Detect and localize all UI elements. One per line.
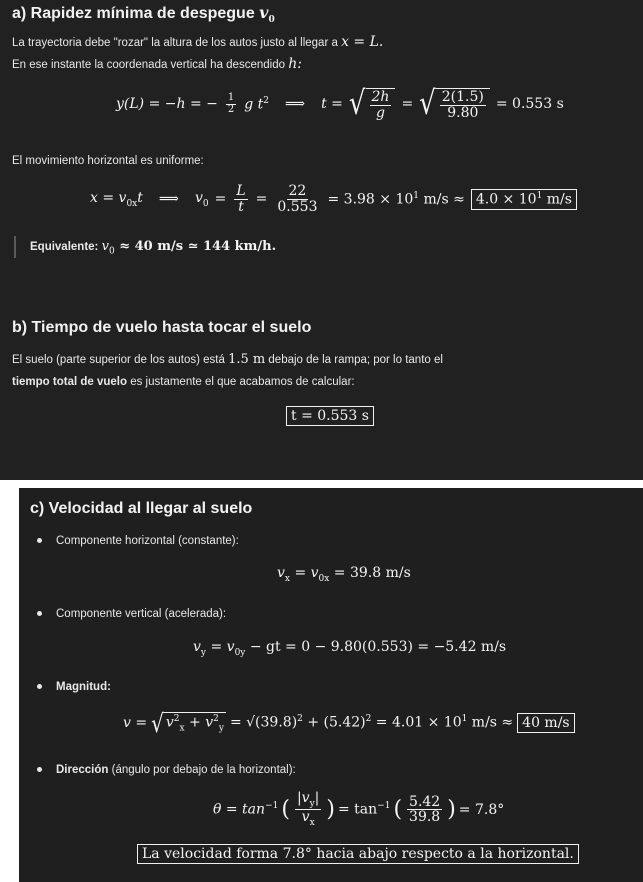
heading-part-a <box>12 3 275 25</box>
eq2-unit: m/s ≈ <box>419 191 465 208</box>
eq-mag-result: = 4.01 × 10 <box>371 715 462 732</box>
equation-time-of-flight: y(L) = −h = − $\frac{1}{2}$ g $t^2$ ⟹ t = √ $\frac{2h}{g}$ = √ $\frac{2(1.5)}{9.80}$ = 0.553 s <box>116 85 564 123</box>
paragraph-b-line1-a: El suelo (parte superior de los autos) está <box>12 354 229 366</box>
eq1-sqrt1-num: 2h <box>371 89 390 105</box>
heading-part-a-text: a) Rapidez mínima de despegue <box>12 5 260 22</box>
eq-dir-f1-den-sub: x <box>309 818 315 829</box>
eq1-eq: = <box>401 96 414 113</box>
blockquote-sub: 0 <box>108 246 115 257</box>
blockquote-equivalent <box>30 239 276 257</box>
eq-vx-v: v <box>277 565 285 581</box>
eq1-half-den: 2 <box>227 103 235 115</box>
eq1-result: = 0.553 s <box>495 96 564 113</box>
eq2-arrow: ⟹ <box>158 191 179 208</box>
equation-direction: $\theta = \tan^{-1}$ ( $\frac{|v_y|}{v_x}$ ) = $\tan^{-1}$ ( $\frac{5.42}{39.8}$ ) = 7.8° <box>213 790 505 829</box>
eq2-boxed-unit: m/s <box>542 191 572 208</box>
bullet-magnitude <box>37 681 111 693</box>
bullet-vertical <box>37 608 226 620</box>
eq1-t: t = <box>321 96 343 113</box>
paragraph-a-line1-text: La trayectoria debe "rozar" la altura de los autos justo al llegar a <box>12 37 342 49</box>
paragraph-a-line2 <box>12 56 302 72</box>
bullet-dot <box>37 767 42 772</box>
eq1-sq: 2 <box>263 95 270 106</box>
bullet-vertical-text: Componente vertical (acelerada): <box>56 608 227 620</box>
eq-mag-sq1: 2 <box>297 714 303 725</box>
eq1-half-num: 1 <box>227 92 235 104</box>
bullet-direction-bold: Dirección <box>56 764 109 776</box>
paragraph-b-line2 <box>12 376 355 388</box>
eq2-frac2-den: 0.553 <box>277 198 318 215</box>
paragraph-b-line2-rest: es justamente el que acabamos de calcular: <box>127 376 355 388</box>
equation-magnitude: v = √ $v^2_x + v^2_y$ = $√(39.8)^2 + (5.42)^2 = 4.01 \times 10^1$ m/s ≈ 40 m/s <box>123 712 575 733</box>
heading-part-a-sub: 0 <box>268 15 275 26</box>
eq-mag-vy: + v <box>184 714 214 731</box>
eq-mag-boxed: 40 m/s <box>517 713 574 733</box>
eq2-frac1-num: L <box>236 183 246 199</box>
eq-dir-f1-num: |v <box>296 790 310 806</box>
eq-dir-f1-den: v <box>301 809 310 826</box>
blockquote-math: v <box>101 239 109 254</box>
eq1-sqrt1-den: g <box>375 104 385 121</box>
eq1-mid: g t <box>244 96 264 113</box>
eq-vy-mid: = v <box>206 639 235 655</box>
paragraph-a-line1 <box>12 34 383 50</box>
eq1-arrow: ⟹ <box>285 96 306 113</box>
eq2-boxed-answer <box>471 189 577 210</box>
bullet-dot <box>37 611 42 616</box>
eq-mag-mid: = √(39.8) <box>229 715 298 732</box>
eq-dir-mid: = tan <box>337 802 378 819</box>
bullet-horizontal <box>37 535 239 547</box>
eq2-t: t <box>137 189 143 206</box>
eq-mag-sq2: 2 <box>365 714 372 725</box>
blockquote-label: Equivalente: <box>30 241 102 253</box>
eq-mag-exp: 1 <box>461 714 468 725</box>
eq1-sqrt2-num: 2(1.5) <box>441 89 484 105</box>
eq2-v0: v <box>194 189 203 206</box>
eq-vx-sub2: 0x <box>318 573 330 584</box>
eq-dir-inv2: −1 <box>377 801 391 812</box>
heading-part-b: b) Tiempo de vuelo hasta tocar el suelo <box>12 319 312 336</box>
equation-initial-speed <box>90 184 577 214</box>
eq-mag-unit: m/s ≈ <box>467 715 514 732</box>
eq2-left: x = v <box>90 189 127 206</box>
eq-dir-f1-num-sub: y <box>309 798 315 809</box>
blockquote-rest: ≈ 40 m/s ≃ 144 km/h. <box>114 239 277 254</box>
eq-vy-v: v <box>193 639 201 655</box>
eq2-sub: 0x <box>126 198 138 209</box>
paragraph-a-line3: El movimiento horizontal es uniforme: <box>12 155 204 167</box>
eq-dir-f2-den: 39.8 <box>409 809 441 826</box>
eq2-frac2-num: 22 <box>288 183 307 199</box>
heading-part-a-var: v <box>259 3 269 22</box>
paragraph-a-line1-math: x = L. <box>341 34 384 50</box>
paragraph-a-line2-math: h: <box>288 56 302 72</box>
eq-dir-left: θ = tan <box>213 802 266 819</box>
boxed-final-direction: La velocidad forma 7.8° hacia abajo respecto a la horizontal. <box>137 844 579 864</box>
eq-vy-end: − gt = 0 − 9.80(0.553) = −5.42 m/s <box>245 639 507 655</box>
eq2-v0-sub: 0 <box>202 198 209 209</box>
eq1-sqrt2-den: 9.80 <box>447 104 479 121</box>
eq2-frac1-den: t <box>238 198 244 215</box>
equation-vx <box>277 565 411 584</box>
eq-vy-sub2: 0y <box>234 647 246 658</box>
eq-vx-end: = 39.8 m/s <box>329 565 411 581</box>
eq-vx-sub: x <box>284 573 290 584</box>
eq-mag-left: v = <box>123 714 148 731</box>
boxed-flight-time: t = 0.553 s <box>286 406 374 426</box>
bullet-dot <box>37 684 42 689</box>
answer-panel-c <box>19 488 643 882</box>
bullet-dot <box>37 538 42 543</box>
paragraph-b-line2-bold: tiempo total de vuelo <box>12 376 128 388</box>
eq2-result: = 3.98 × 10 <box>327 191 414 208</box>
paragraph-b-line1-math: 1.5 m <box>228 352 266 367</box>
heading-part-c: c) Velocidad al llegar al suelo <box>30 500 253 517</box>
eq2-exp: 1 <box>413 190 420 201</box>
eq-vy-sub: y <box>200 647 207 658</box>
eq-dir-inv: −1 <box>265 801 279 812</box>
eq2-eq2: = <box>255 191 268 208</box>
eq-mag-plus: + (5.42) <box>302 715 366 732</box>
bullet-direction-text: (ángulo por debajo de la horizontal): <box>108 764 296 776</box>
eq-dir-result: = 7.8° <box>458 801 505 818</box>
eq2-eq1: = <box>214 191 227 208</box>
blockquote-bar <box>14 236 16 258</box>
eq2-boxed-value: 4.0 × 10 <box>475 191 537 208</box>
bullet-direction <box>37 764 296 776</box>
eq1-left: y(L) = −h = − <box>116 96 218 113</box>
paragraph-b-line1 <box>12 352 443 367</box>
paragraph-a-line2-text: En ese instante la coordenada vertical ha descendido <box>12 59 289 71</box>
eq-dir-f2-num: 5.42 <box>409 793 441 810</box>
bullet-horizontal-text: Componente horizontal (constante): <box>56 535 239 547</box>
paragraph-b-line1-b: debajo de la rampa; por lo tanto el <box>265 354 443 366</box>
bullet-magnitude-text: Magnitud: <box>56 681 111 693</box>
eq-dir-f1-num-end: | <box>314 790 320 806</box>
eq2-boxed-exp: 1 <box>536 190 543 201</box>
eq-mag-vx: v <box>165 714 174 731</box>
equation-vy <box>193 639 506 658</box>
eq-vx-mid: = v <box>290 565 319 581</box>
